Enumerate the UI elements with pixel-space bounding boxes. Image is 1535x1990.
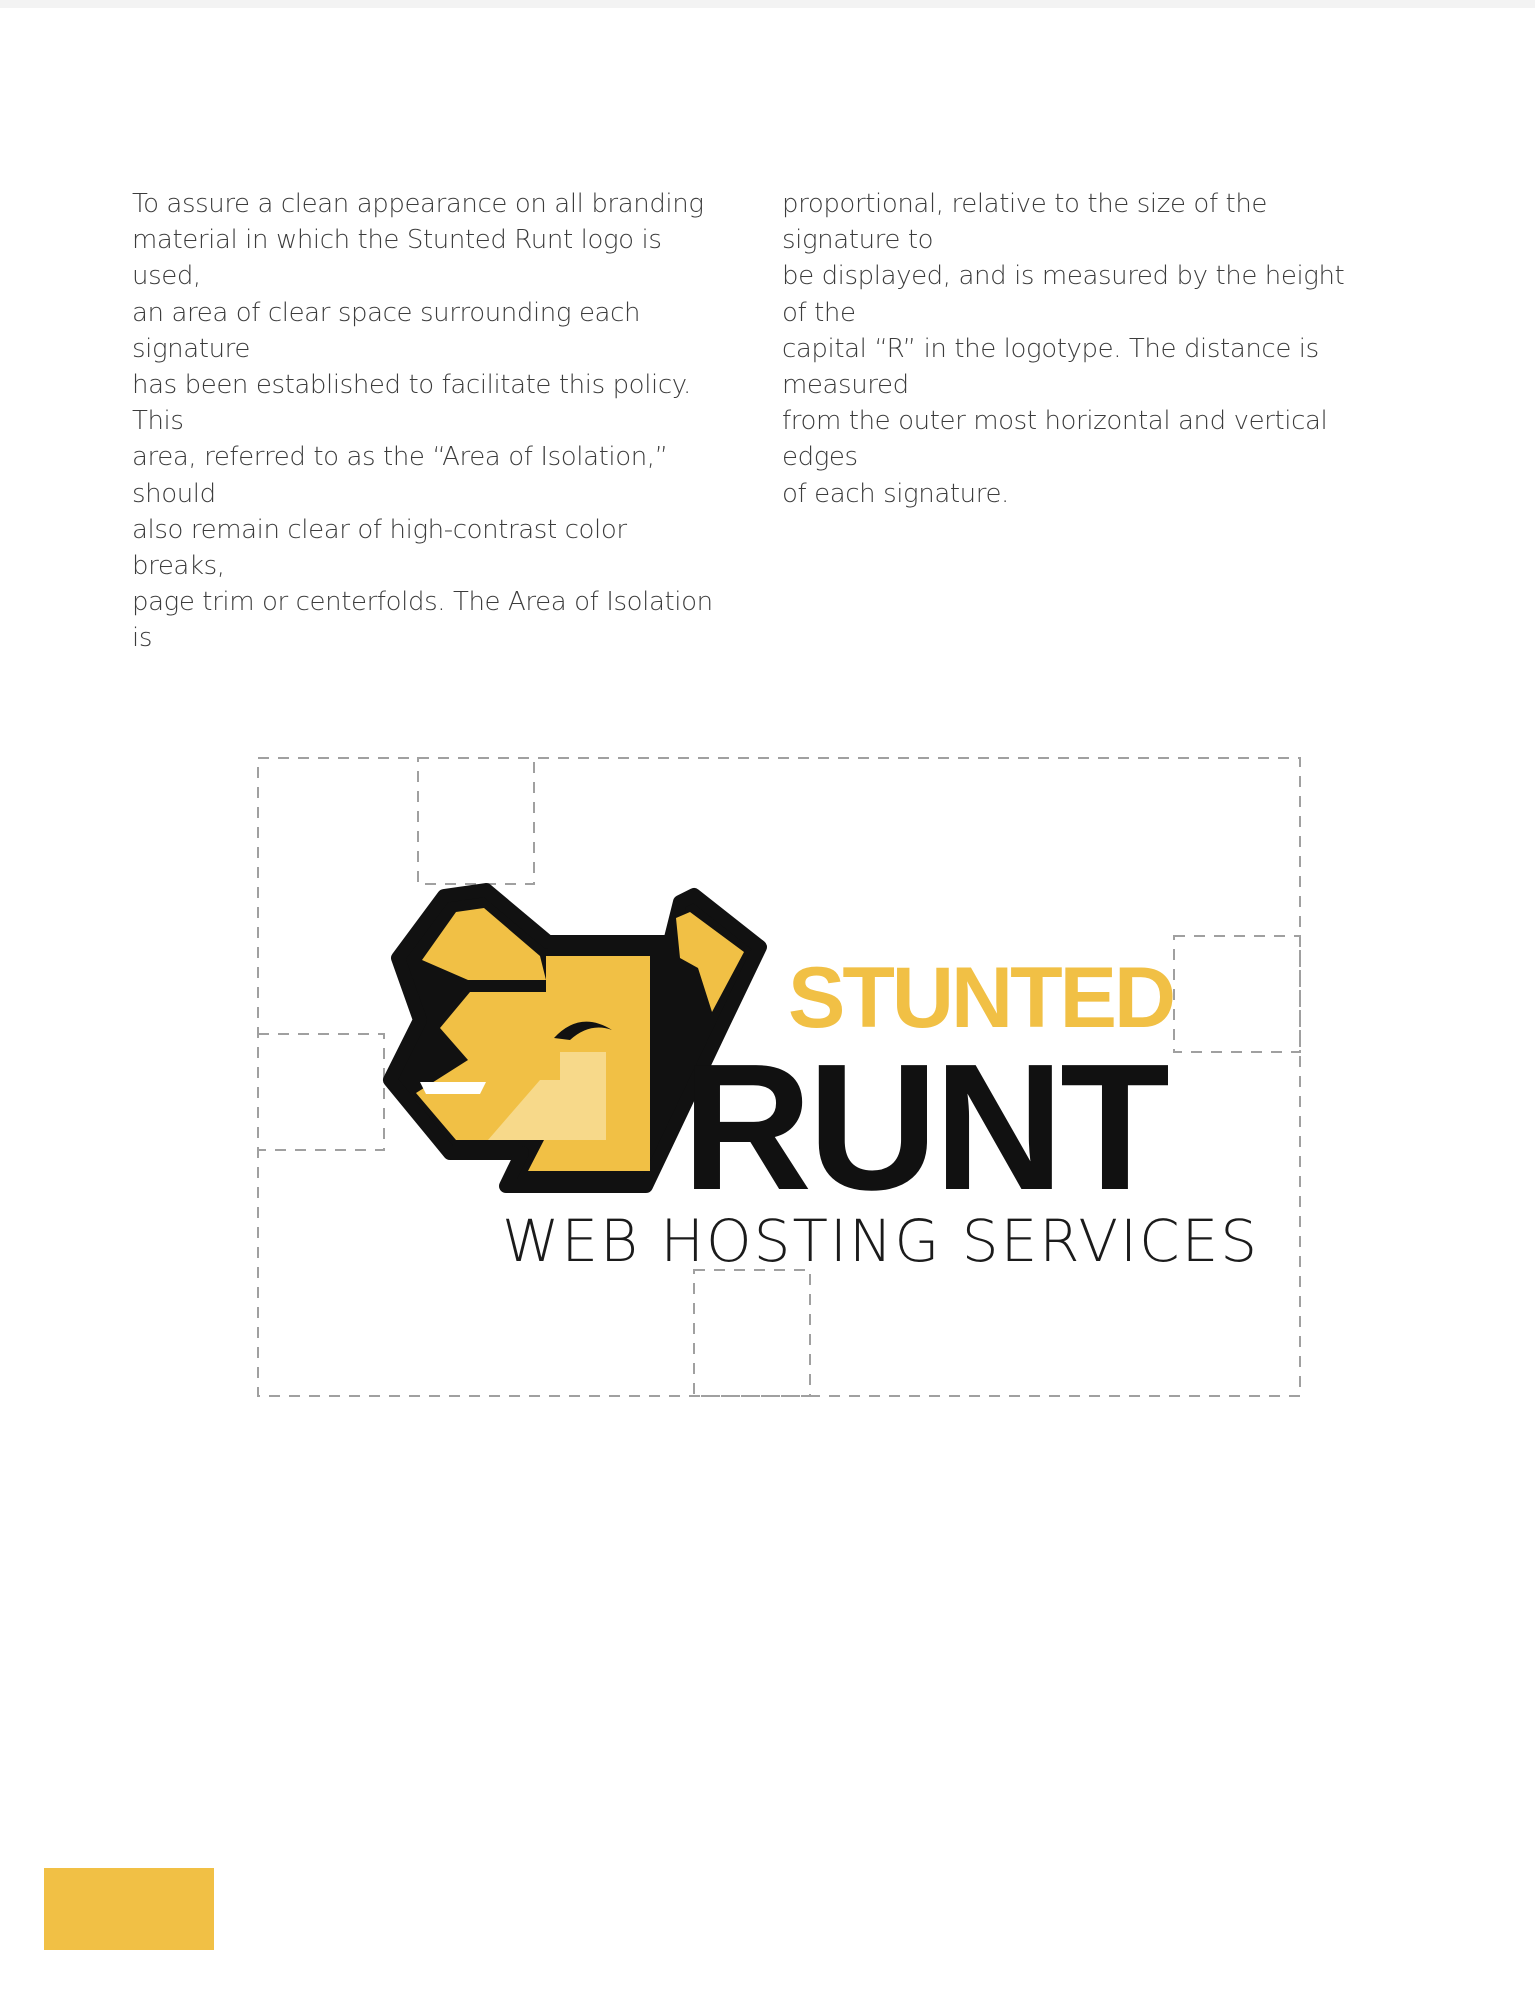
r-height-measure-bottom xyxy=(694,1270,810,1396)
body-text-line: page trim or centerfolds. The Area of Isolation is xyxy=(132,587,713,654)
body-text-line: material in which the Stunted Runt logo is used, xyxy=(132,225,662,292)
body-text-line: from the outer most horizontal and vertical edges xyxy=(782,406,1328,473)
r-height-measure-left xyxy=(258,1034,384,1150)
r-height-measure-right xyxy=(1174,936,1300,1052)
body-text-line: of each signature. xyxy=(782,478,1009,509)
body-text-line: proportional, relative to the size of the signature to xyxy=(782,189,1268,256)
r-height-measure-top xyxy=(418,758,534,884)
body-text-line: capital “R” in the logotype. The distance is measured xyxy=(782,333,1319,401)
body-text-line: has been established to facilitate this policy. This xyxy=(132,370,691,437)
logo-tagline: WEB HOSTING SERVICES xyxy=(502,1207,1260,1275)
body-text-line: area, referred to as the “Area of Isolation,” should xyxy=(132,442,668,509)
body-text-line: be displayed, and is measured by the height of the xyxy=(782,261,1345,328)
body-text-line: also remain clear of high-contrast color breaks, xyxy=(132,514,627,582)
logo-word-stunted: STUNTED xyxy=(788,950,1174,1046)
logo-word-runt: RUNT xyxy=(682,1027,1166,1228)
body-text-line: an area of clear space surrounding each signature xyxy=(132,297,641,364)
body-text-line: To assure a clean appearance on all branding xyxy=(132,189,704,219)
page-corner-color-swatch xyxy=(44,1868,214,1950)
